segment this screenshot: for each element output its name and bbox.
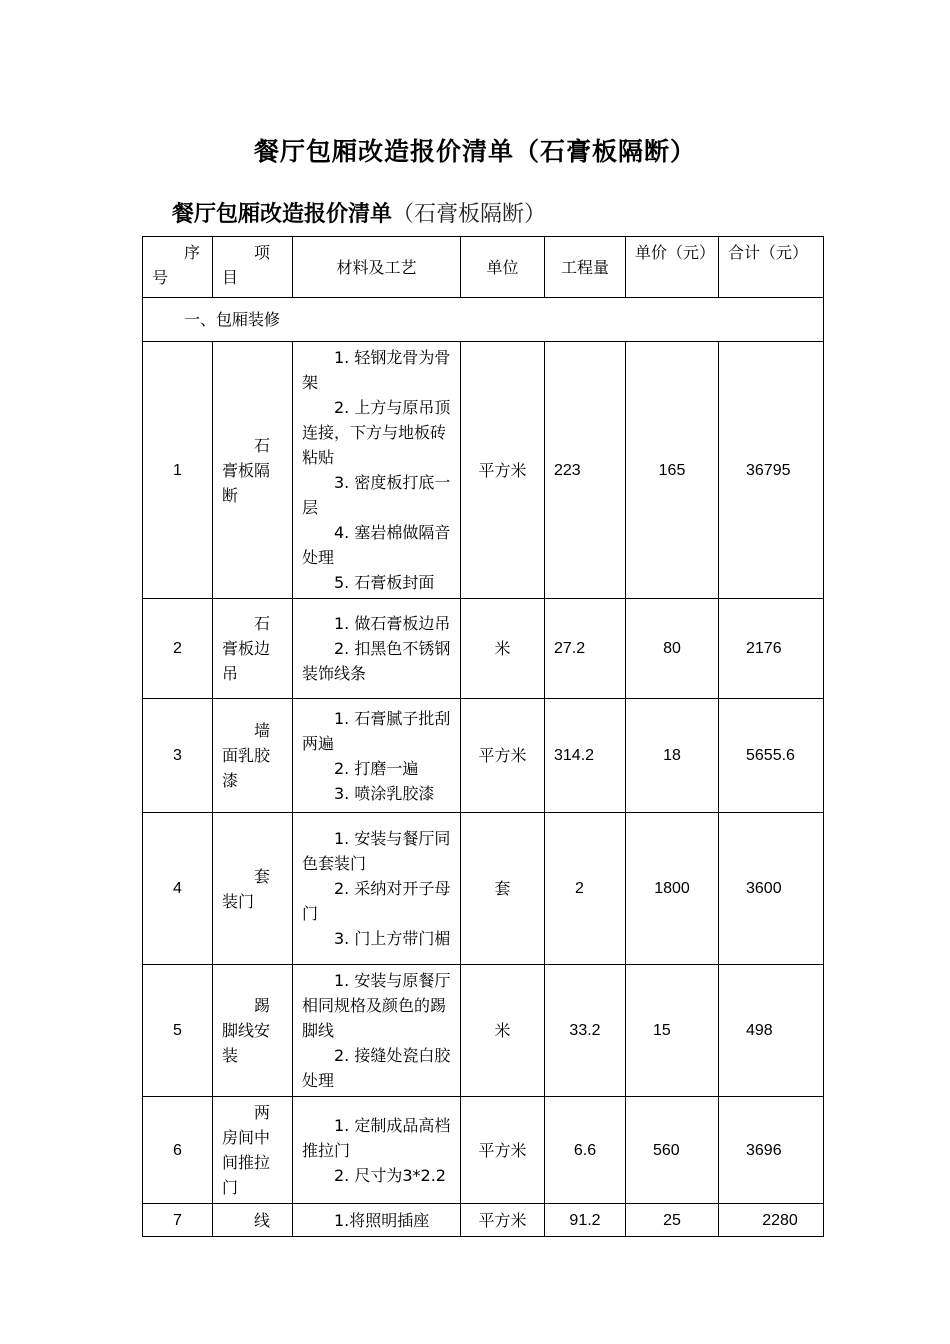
row-qty: 33.2 (545, 965, 626, 1097)
row-unit: 套 (461, 813, 545, 965)
header-price: 单价（元） (626, 237, 719, 298)
row-materials (293, 342, 461, 599)
material-line: 5. 石膏板封面 (334, 573, 435, 592)
header-item: 项目 (213, 237, 293, 298)
row-price: 80 (626, 599, 719, 699)
header-no: 序号 (143, 237, 213, 298)
material-line: 2. 接缝处瓷白胶处理 (302, 1046, 451, 1090)
row-materials (293, 813, 461, 965)
material-line: 2. 采纳对开子母门 (302, 879, 451, 923)
table-row (143, 813, 824, 965)
row-item: 套装门 (213, 813, 293, 965)
material-line: 1. 定制成品高档推拉门 (302, 1115, 451, 1160)
row-no: 5 (143, 965, 213, 1097)
row-item: 石膏板隔断 (213, 342, 293, 599)
table-row (143, 965, 824, 1097)
section-row (143, 298, 824, 342)
row-total: 2280 (719, 1204, 824, 1237)
row-no: 1 (143, 342, 213, 599)
table-row (143, 342, 824, 599)
material-line: 1.将照明插座 (334, 1210, 430, 1230)
row-unit: 平方米 (461, 699, 545, 813)
material-line: 1. 安装与餐厅同色套装门 (302, 829, 451, 873)
row-item: 踢脚线安装 (213, 965, 293, 1097)
material-line: 2. 打磨一遍 (334, 758, 419, 778)
section-title: 一、包厢装修 (143, 298, 824, 342)
row-no: 6 (143, 1097, 213, 1204)
subtitle-suffix: （石膏板隔断） (392, 202, 547, 227)
row-qty: 2 (545, 813, 626, 965)
table-row (143, 699, 824, 813)
material-line: 2. 上方与原吊顶连接，下方与地板砖粘贴 (302, 398, 451, 467)
subtitle-main: 餐厅包厢改造报价清单 (172, 201, 393, 227)
table-row (143, 1204, 824, 1237)
header-material: 材料及工艺 (293, 237, 461, 298)
row-total: 5655.6 (719, 699, 824, 813)
quotation-table (142, 236, 824, 1237)
row-qty: 27.2 (545, 599, 626, 699)
row-price: 165 (626, 342, 719, 599)
row-total: 3600 (719, 813, 824, 965)
row-price: 25 (626, 1204, 719, 1237)
row-qty: 314.2 (545, 699, 626, 813)
material-line: 1. 做石膏板边吊 (334, 614, 451, 633)
row-materials (293, 1097, 461, 1204)
material-line: 3. 喷涂乳胶漆 (334, 783, 435, 803)
row-total: 2176 (719, 599, 824, 699)
row-item: 两房间中间推拉门 (213, 1097, 293, 1204)
row-materials (293, 699, 461, 813)
header-unit: 单位 (461, 237, 545, 298)
row-materials (293, 1204, 461, 1237)
row-no: 3 (143, 699, 213, 813)
row-unit: 米 (461, 599, 545, 699)
row-no: 4 (143, 813, 213, 965)
row-materials (293, 599, 461, 699)
row-total: 498 (719, 965, 824, 1097)
row-unit: 米 (461, 965, 545, 1097)
row-price: 560 (626, 1097, 719, 1204)
header-qty: 工程量 (545, 237, 626, 298)
material-line: 2. 扣黑色不锈钢装饰线条 (302, 639, 451, 683)
row-unit: 平方米 (461, 342, 545, 599)
row-price: 18 (626, 699, 719, 813)
row-item: 石膏板边吊 (213, 599, 293, 699)
material-line: 2. 尺寸为3*2.2 (334, 1165, 446, 1185)
row-materials (293, 965, 461, 1097)
material-line: 3. 密度板打底一层 (302, 473, 451, 517)
row-item: 线 (213, 1204, 293, 1237)
row-price: 1800 (626, 813, 719, 965)
row-total: 36795 (719, 342, 824, 599)
table-header-row (143, 237, 824, 298)
material-line: 1. 轻钢龙骨为骨架 (302, 348, 451, 392)
material-line: 1. 石膏腻子批刮两遍 (302, 708, 451, 753)
table-row (143, 1097, 824, 1204)
material-line: 4. 塞岩棉做隔音处理 (302, 523, 451, 567)
row-price: 15 (626, 965, 719, 1097)
row-item: 墙面乳胶漆 (213, 699, 293, 813)
material-line: 3. 门上方带门楣 (334, 929, 451, 948)
document-subtitle (172, 197, 546, 228)
row-no: 2 (143, 599, 213, 699)
document-title: 餐厅包厢改造报价清单（石膏板隔断） (253, 137, 696, 166)
row-qty: 6.6 (545, 1097, 626, 1204)
row-unit: 平方米 (461, 1097, 545, 1204)
table-row (143, 599, 824, 699)
row-qty: 223 (545, 342, 626, 599)
row-no: 7 (143, 1204, 213, 1237)
material-line: 1. 安装与原餐厅相同规格及颜色的踢脚线 (302, 971, 451, 1040)
row-unit: 平方米 (461, 1204, 545, 1237)
row-total: 3696 (719, 1097, 824, 1204)
header-total: 合计（元） (719, 237, 824, 298)
row-qty: 91.2 (545, 1204, 626, 1237)
